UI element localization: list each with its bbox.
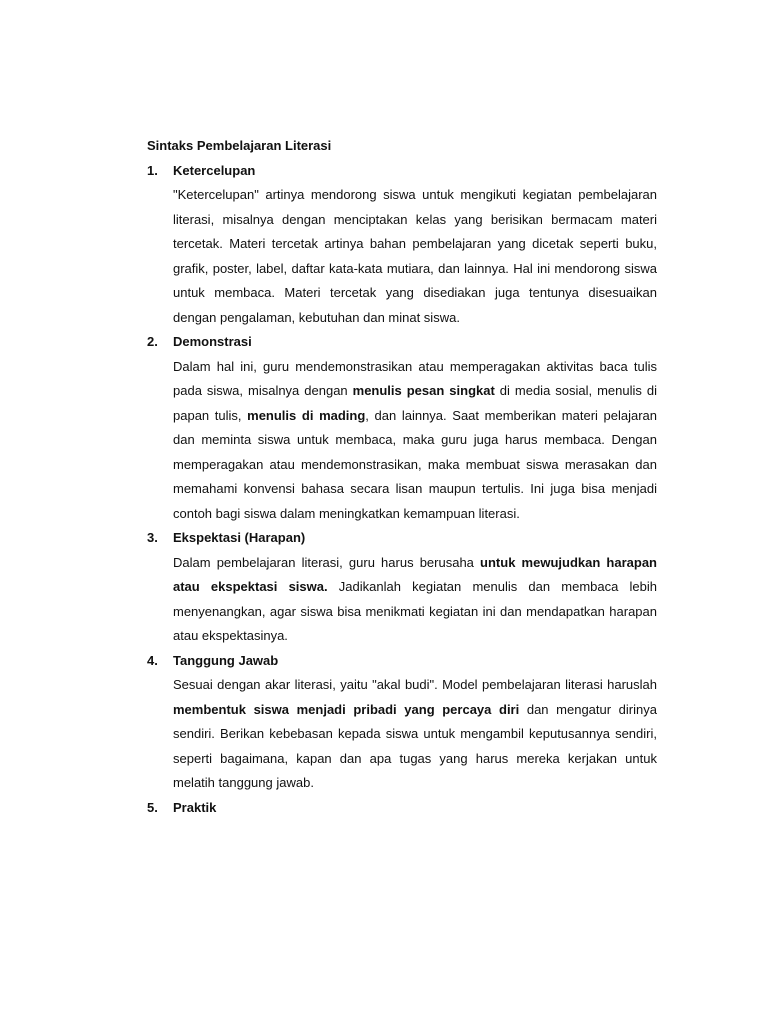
section-number: 4. — [147, 652, 158, 668]
section-heading-text: Demonstrasi — [173, 334, 252, 349]
document-title: Sintaks Pembelajaran Literasi — [147, 138, 332, 153]
bold-text-run: untuk mewujudkan harapan atau ekspektasi siswa. — [173, 554, 657, 594]
section-heading-text: Ekspektasi (Harapan) — [173, 530, 306, 545]
section-list — [147, 159, 657, 821]
section-heading-text: Praktik — [173, 799, 217, 815]
section-5 — [147, 796, 657, 821]
section-4 — [147, 649, 657, 796]
section-heading — [147, 649, 657, 674]
section-2 — [147, 330, 657, 526]
section-number: 1. — [147, 162, 158, 178]
section-1 — [147, 159, 657, 331]
section-heading — [147, 330, 657, 355]
section-3 — [147, 526, 657, 649]
text-run: Dalam pembelajaran literasi, guru harus berusaha — [173, 554, 481, 570]
text-run: Jadikanlah kegiatan menulis dan membaca lebih menyenangkan, agar siswa bisa menikmati kegiatan ini dan mendapatkan harapan atau ekspektasinya. — [173, 579, 657, 643]
section-heading-text: Ketercelupan — [173, 162, 256, 178]
section-paragraph — [173, 183, 657, 330]
bold-text-run: menulis di mading — [247, 407, 366, 423]
section-heading — [147, 159, 657, 184]
section-paragraph — [173, 551, 657, 649]
text-run: , dan lainnya. Saat memberikan materi pelajaran dan meminta siswa untuk membaca, maka guru juga harus membaca. Dengan memperagakan atau mendemonstrasikan, maka membuat siswa merasakan dan memahami konvensi bahasa secara lisan maupun tertulis. Ini juga bisa menjadi contoh bagi siswa dalam meningkatkan kemampuan literasi. — [173, 407, 658, 521]
section-paragraph — [173, 673, 657, 796]
section-paragraph — [173, 355, 657, 527]
text-run: Sesuai dengan akar literasi, yaitu "akal budi". Model pembelajaran literasi haruslah — [173, 677, 657, 692]
text-run: di media sosial, menulis di papan tulis, — [173, 383, 657, 423]
text-run: Dalam hal ini, guru mendemonstrasikan atau memperagakan aktivitas baca tulis pada siswa, misalnya dengan — [173, 358, 657, 398]
section-number: 5. — [147, 799, 158, 815]
document-content — [147, 134, 657, 820]
section-number: 2. — [147, 334, 158, 349]
section-number: 3. — [147, 530, 158, 545]
section-heading — [147, 526, 657, 551]
text-run: "Ketercelupan" artinya mendorong siswa untuk mengikuti kegiatan pembelajaran literasi, misalnya dengan menciptakan kelas yang berisikan bermacam materi tercetak. Materi tercetak artinya bahan pembelajaran yang dicetak seperti buku, grafik, poster, label, daftar kata-kata mutiara, dan lainnya. Hal ini mendorong siswa untuk membaca. Materi tercetak yang disediakan juga tentunya disesuaikan dengan pengalaman, kebutuhan dan minat siswa. — [173, 187, 657, 325]
section-heading-text: Tanggung Jawab — [173, 652, 279, 668]
text-run: dan mengatur dirinya sendiri. Berikan kebebasan kepada siswa untuk mengambil keputusannya sendiri, seperti bagaimana, kapan dan apa tugas yang harus mereka kerjakan untuk melatih tanggung jawab. — [173, 701, 657, 790]
bold-text-run: menulis pesan singkat — [352, 383, 495, 398]
section-heading — [147, 796, 657, 821]
bold-text-run: membentuk siswa menjadi pribadi yang percaya diri — [173, 701, 520, 717]
